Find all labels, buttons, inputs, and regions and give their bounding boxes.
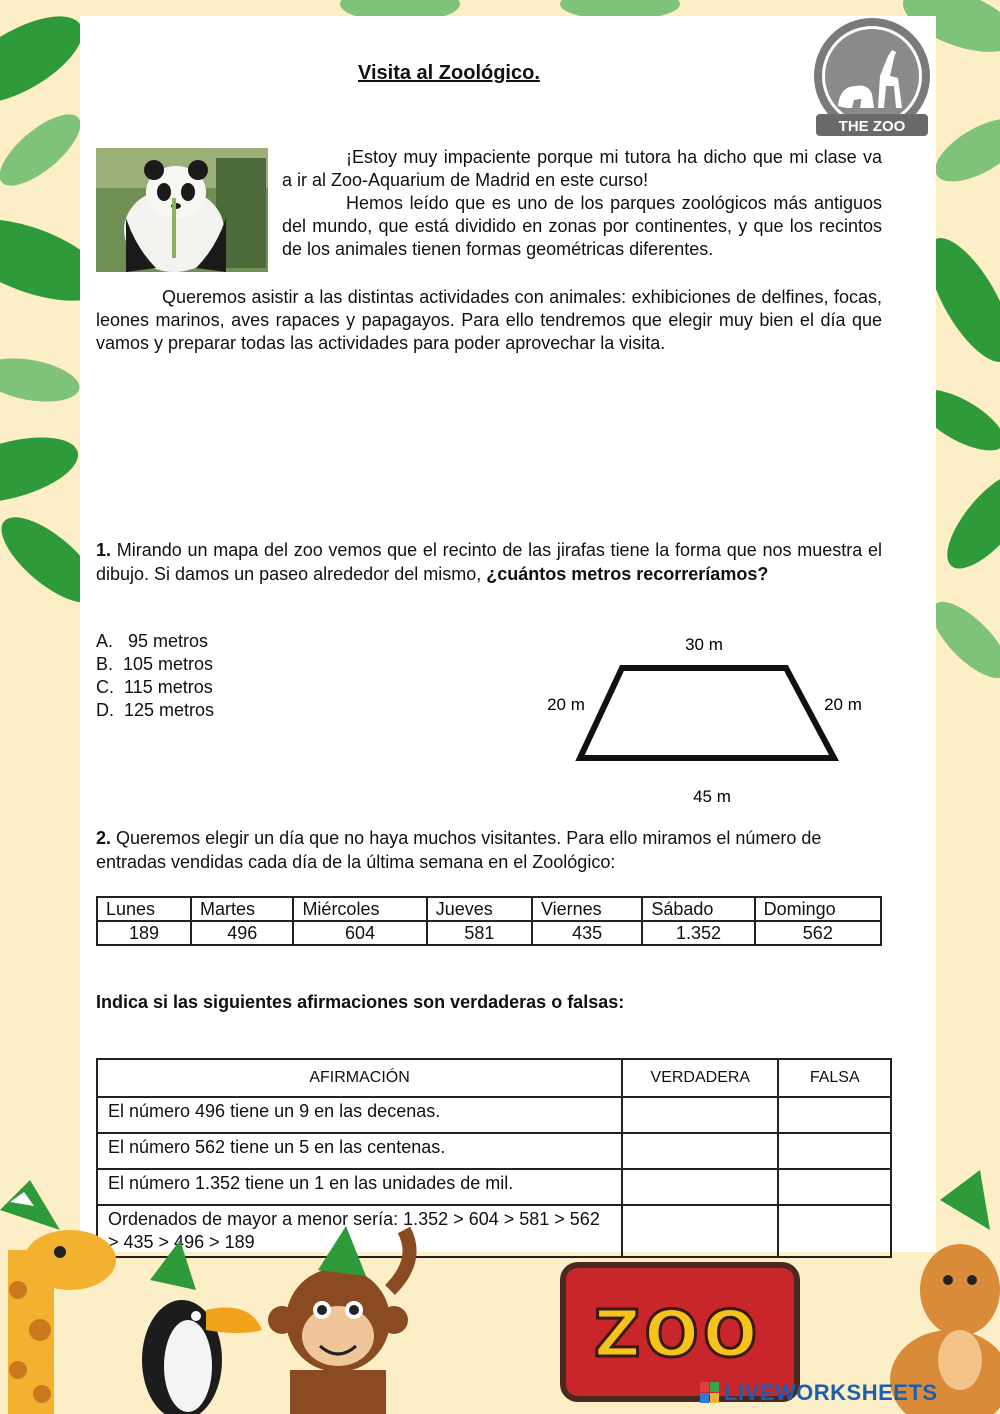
logo-text: THE ZOO	[838, 118, 906, 135]
tf-row	[97, 1097, 891, 1133]
option-a[interactable]: A. 95 metros	[96, 631, 209, 651]
panda-photo	[96, 148, 268, 272]
ticket-cell: 1.352	[642, 921, 754, 945]
toucan-icon	[142, 1240, 262, 1414]
day-cell: Domingo	[755, 897, 881, 921]
ticket-cell: 189	[97, 921, 191, 945]
day-cell: Viernes	[532, 897, 642, 921]
question-1-text: Mirando un mapa del zoo vemos que el recinto de las jirafas tiene la forma que nos muestra el dibujo. Si damos un paseo alrededor del mismo,	[96, 540, 882, 584]
question-2-text: Queremos elegir un día que no haya muchos visitantes. Para ello miramos el número de entradas vendidas cada día de la última semana en el Zoológico:	[96, 828, 822, 872]
ticket-cell: 435	[532, 921, 642, 945]
day-cell: Martes	[191, 897, 293, 921]
false-answer-cell[interactable]	[778, 1097, 891, 1133]
liveworksheets-icon	[700, 1382, 720, 1404]
intro-paragraph-3: Queremos asistir a las distintas actividades con animales: exhibiciones de delfines, focas, leones marinos, aves rapaces y papagayos. Para ello tendremos que elegir muy bien el día que vamos y preparar todas las actividades para poder aprovechar la visita.	[96, 287, 882, 353]
statement-cell: El número 562 tiene un 5 en las centenas.	[97, 1133, 622, 1169]
tf-header-row	[97, 1059, 891, 1097]
question-2-number: 2.	[96, 828, 112, 848]
day-cell: Jueves	[427, 897, 532, 921]
ticket-cell: 604	[293, 921, 426, 945]
label-left: 20 m	[547, 695, 585, 714]
trapezoid-shape	[580, 668, 834, 758]
statement-cell: El número 496 tiene un 9 en las decenas.	[97, 1097, 622, 1133]
tickets-row	[97, 921, 881, 945]
header-statement: AFIRMACIÓN	[97, 1059, 622, 1097]
worksheet-title: Visita al Zoológico.	[358, 62, 540, 84]
ticket-cell: 562	[755, 921, 881, 945]
day-cell: Sábado	[642, 897, 754, 921]
giraffe-icon	[0, 1180, 116, 1414]
label-right: 20 m	[824, 695, 862, 714]
statement-cell: Ordenados de mayor a menor sería: 1.352 > 604 > 581 > 562 > 435 > 496 > 189	[97, 1205, 622, 1257]
question-1-options	[96, 630, 214, 722]
label-top: 30 m	[685, 635, 723, 654]
zoo-sign-text: ZOO	[594, 1298, 762, 1372]
worksheet-page	[80, 16, 936, 1252]
question-2	[96, 826, 882, 874]
intro-paragraph-2: Hemos leído que es uno de los parques zoológicos más antiguos del mundo, que está dividido en zonas por continentes, y que los recintos de los animales tienen formas geométricas diferentes.	[282, 193, 882, 259]
animals-footer-illustration	[0, 1140, 1000, 1414]
day-cell: Lunes	[97, 897, 191, 921]
intro-text	[282, 146, 882, 261]
intro-paragraph-1: ¡Estoy muy impaciente porque mi tutora ha dicho que mi clase va a ir al Zoo-Aquarium de Madrid en este curso!	[282, 147, 882, 190]
the-zoo-logo	[808, 16, 936, 144]
days-row	[97, 897, 881, 921]
liveworksheets-brand[interactable]: LIVEWORKSHEETS	[724, 1380, 938, 1405]
ticket-cell: 496	[191, 921, 293, 945]
kangaroo-icon	[890, 1170, 1000, 1414]
header-true: VERDADERA	[622, 1059, 778, 1097]
trapezoid-diagram	[536, 626, 876, 806]
label-bottom: 45 m	[693, 787, 731, 806]
question-1	[96, 538, 882, 586]
tickets-table	[96, 896, 882, 946]
option-d[interactable]: D. 125 metros	[96, 700, 215, 720]
option-b[interactable]: B. 105 metros	[96, 654, 214, 674]
true-answer-cell[interactable]	[622, 1097, 778, 1133]
option-c[interactable]: C. 115 metros	[96, 677, 213, 697]
header-false: FALSA	[778, 1059, 891, 1097]
statement-cell: El número 1.352 tiene un 1 en las unidades de mil.	[97, 1169, 622, 1205]
monkey-icon	[268, 1226, 410, 1414]
question-1-question: ¿cuántos metros recorreríamos?	[486, 564, 769, 584]
ticket-cell: 581	[427, 921, 532, 945]
question-1-number: 1.	[96, 540, 112, 560]
true-false-instruction: Indica si las siguientes afirmaciones son verdaderas o falsas:	[96, 992, 625, 1012]
day-cell: Miércoles	[293, 897, 426, 921]
